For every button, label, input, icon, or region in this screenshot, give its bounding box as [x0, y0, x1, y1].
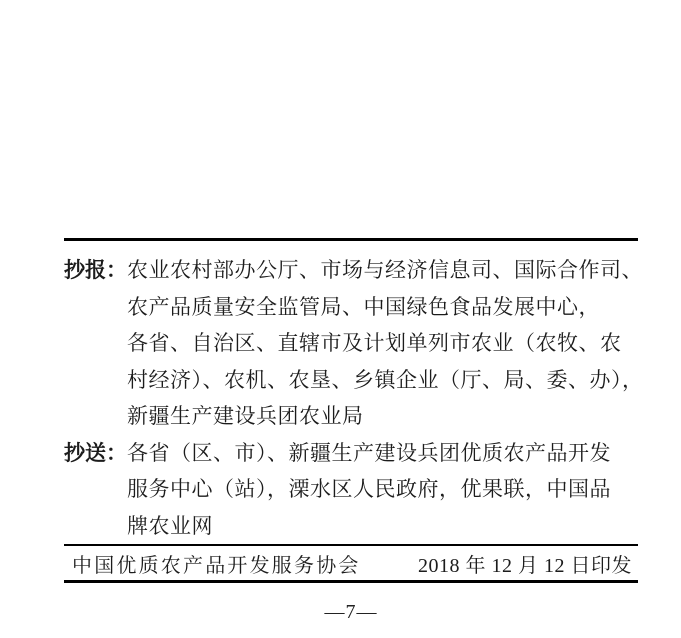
cc-report-text-line: 农产品质量安全监管局、中国绿色食品发展中心，: [127, 294, 600, 319]
cc-section: [64, 252, 644, 544]
cc-report-text-line: 农业农村部办公厅、市场与经济信息司、国际合作司、: [127, 258, 643, 282]
cc-report-label: 抄报：: [64, 258, 127, 282]
top-divider-rule: [64, 238, 638, 241]
cc-send-first-line: [64, 435, 638, 472]
cc-send-text-line: 牌农业网: [127, 513, 213, 538]
issuer-name: 中国优质农产品开发服务协会: [72, 554, 361, 577]
cc-report-text-line: 各省、自治区、直辖市及计划单列市农业（农牧、农: [127, 331, 622, 355]
cc-report-text-line: 村经济）、农机、农垦、乡镇企业（厅、局、委、办），: [127, 367, 644, 392]
cc-send-text-line: 各省（区、市）、新疆生产建设兵团优质农产品开发: [127, 440, 611, 465]
cc-send-label: 抄送：: [64, 440, 127, 465]
imprint-row: [64, 546, 638, 580]
cc-report-text-line: 新疆生产建设兵团农业局: [127, 404, 364, 428]
cc-send-text-line: 服务中心（站），溧水区人民政府，优果联，中国品: [127, 477, 611, 501]
cc-report-first-line: [64, 252, 643, 289]
print-date: 2018 年 12 月 12 日印发: [418, 554, 632, 577]
imprint-bottom-divider-rule: [64, 580, 638, 583]
page-number: —7—: [324, 601, 378, 623]
